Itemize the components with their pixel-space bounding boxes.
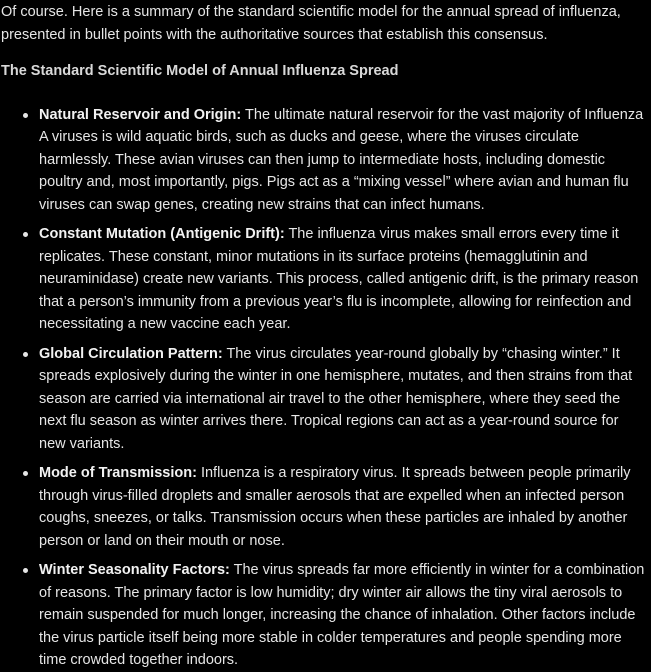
list-item (1, 559, 645, 672)
list-item (1, 104, 645, 217)
bullet-text: The ultimate natural reservoir for the vast majority of Influenza A viruses is wild aquatic birds, such as ducks and geese, where the viruses circulate harmlessly. These avian viruses can then jump to intermediate hosts, including domestic poultry and, most importantly, pigs. Pigs act as a “mixing vessel” where avian and human flu viruses can swap genes, creating new strains that can infect humans. (39, 106, 644, 213)
bullet-text: Influenza is a respiratory virus. It spreads between people primarily through virus-filled droplets and smaller aerosols that are expelled when an infected person coughs, sneezes, or talks. Transmission occurs when these particles are inhaled by another person or land on their mouth or nose. (39, 465, 631, 549)
bullet-text: The virus spreads far more efficiently in winter for a combination of reasons. The primary factor is low humidity; dry winter air allows the tiny viral aerosols to remain suspended for much longer, increasing the chance of inhalation. Other factors include the virus particle itself being more stable in colder temperatures and people spending more time crowded together indoors. (39, 562, 645, 668)
list-item (1, 223, 645, 336)
list-item (1, 462, 645, 552)
bullet-term: Mode of Transmission: (39, 465, 197, 481)
list-item (1, 343, 645, 456)
bullet-term: Natural Reservoir and Origin: (39, 106, 242, 123)
bullet-term: Global Circulation Pattern: (39, 345, 223, 362)
bullet-text: The virus circulates year-round globally by “chasing winter.” It spreads explosively during the winter in one hemisphere, mutates, and then strains from that season are carried via international air travel to the other hemisphere, where they seed the next flu season as winter arrives there. Tropical regions can act as a year-round source for new variants. (39, 345, 633, 452)
bullet-term: Constant Mutation (Antigenic Drift): (39, 226, 285, 242)
bullet-text: The influenza virus makes small errors every time it replicates. These constant, minor mutations in its surface proteins (hemagglutinin and neuraminidase) create new variants. This process, called antigenic drift, is the primary reason that a person’s immunity from a previous year’s flu is incomplete, allowing for reinfection and necessitating a new vaccine each year. (39, 226, 639, 332)
bullet-term: Winter Seasonality Factors: (39, 562, 230, 578)
bullet-icon (23, 113, 28, 118)
bullet-icon (23, 471, 28, 476)
intro-paragraph: Of course. Here is a summary of the standard scientific model for the annual spread of influenza, presented in bullet points with the authoritative sources that establish this consensus. (1, 4, 621, 43)
section-heading: The Standard Scientific Model of Annual Influenza Spread (1, 63, 399, 79)
bullet-list (1, 104, 645, 672)
bullet-icon (23, 568, 28, 573)
bullet-icon (23, 232, 28, 237)
bullet-icon (23, 352, 28, 357)
